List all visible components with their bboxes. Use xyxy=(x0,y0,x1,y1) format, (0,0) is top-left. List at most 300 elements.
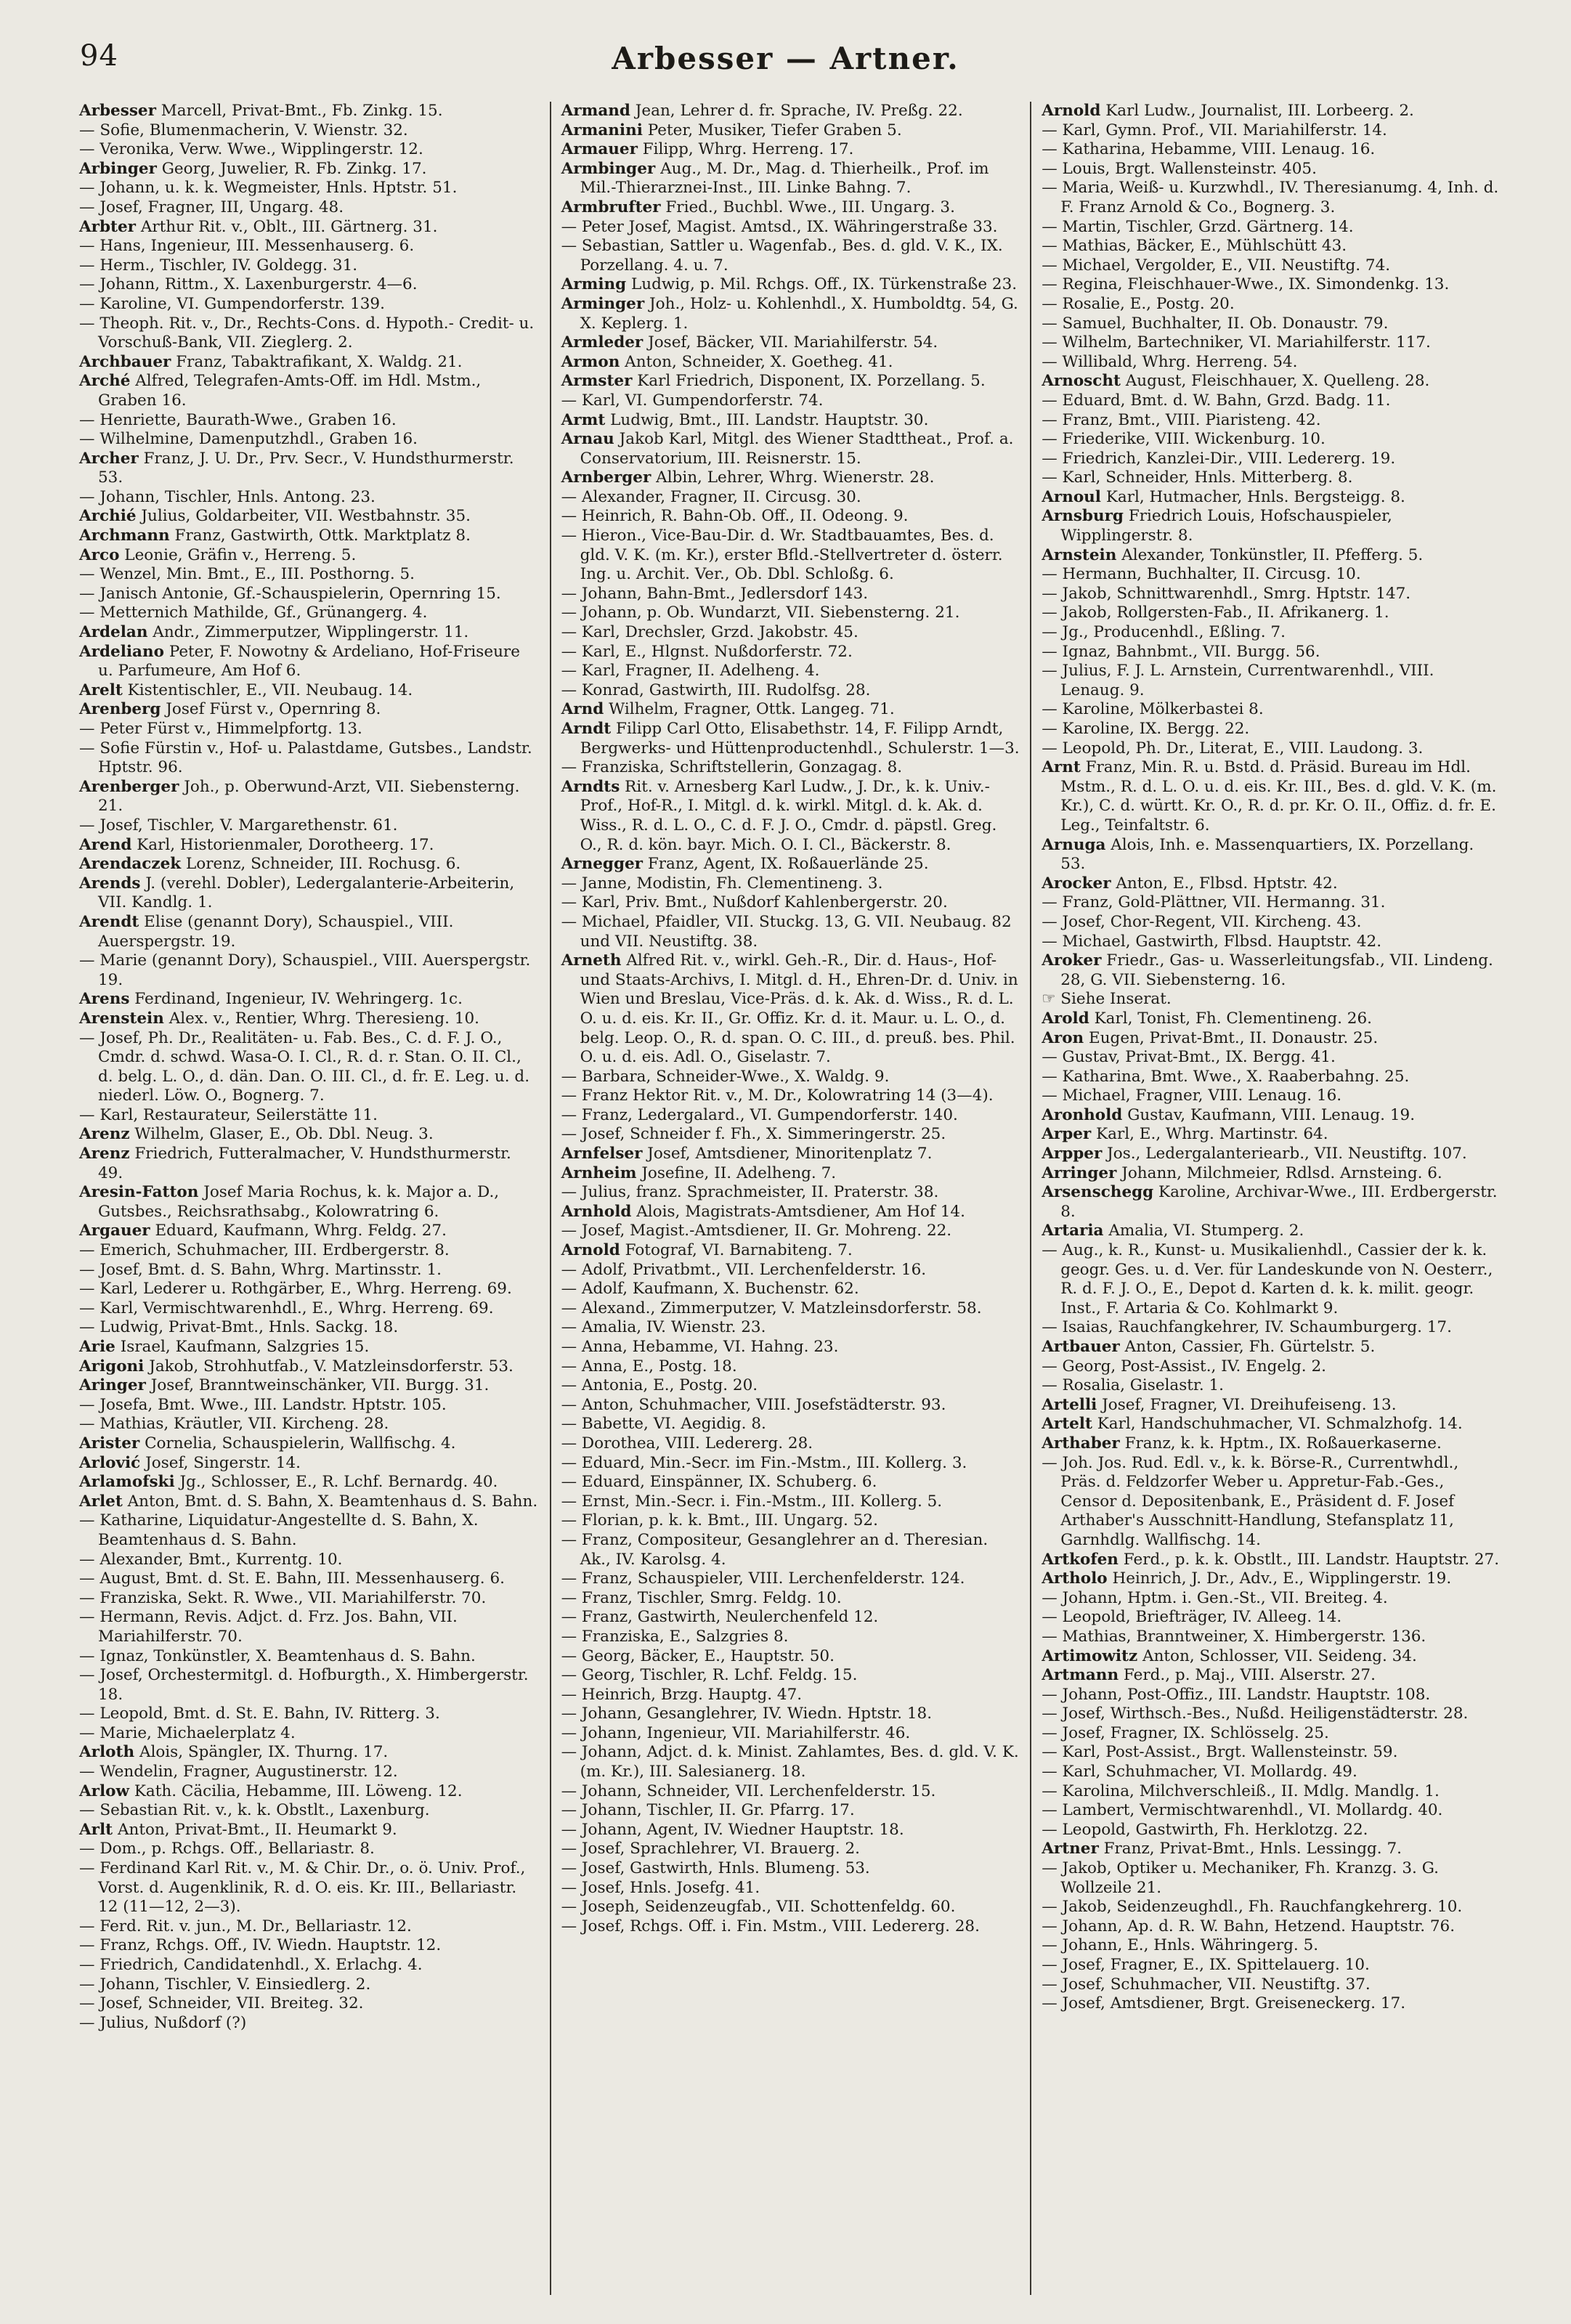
entry-surname: Arnsburg xyxy=(1042,507,1124,526)
entry-text: — Johann, E., Hnls. Währingerg. 5. xyxy=(1042,1936,1319,1955)
entry-text: Amalia, VI. Stumperg. 2. xyxy=(1108,1222,1304,1240)
directory-entry xyxy=(1042,913,1501,933)
entry-text: — Julius, F. J. L. Arnstein, Currentwarenhdl., VIII. Lenaug. 9. xyxy=(1042,662,1434,699)
entry-surname: Arsenschegg xyxy=(1042,1183,1154,1202)
directory-entry xyxy=(561,1917,1020,1937)
directory-entry xyxy=(561,160,1020,198)
directory-entry xyxy=(1042,1994,1501,2014)
entry-text: — Jg., Producenhdl., Eßling. 7. xyxy=(1042,623,1286,642)
directory-entry xyxy=(561,1164,1020,1184)
entry-text: — Franz, Gastwirth, Neulerchenfeld 12. xyxy=(561,1608,879,1627)
entry-surname: Arnstein xyxy=(1042,545,1117,564)
directory-entry xyxy=(561,121,1020,141)
entry-text: — Anna, E., Postg. 18. xyxy=(561,1357,737,1376)
directory-entry xyxy=(1042,546,1501,566)
directory-entry xyxy=(79,643,540,681)
directory-entry xyxy=(79,1106,540,1126)
directory-entry xyxy=(79,1956,540,1975)
directory-entry xyxy=(79,1183,540,1222)
entry-surname: Arnfelser xyxy=(561,1145,643,1163)
directory-entry xyxy=(79,256,540,276)
entry-text: — Karl, Vermischtwarenhdl., E., Whrg. Herreng. 69. xyxy=(79,1299,494,1317)
directory-entry xyxy=(1042,1009,1501,1029)
entry-text: Anton, Bmt. d. S. Bahn, X. Beamtenhaus d. S. Bahn. xyxy=(127,1492,538,1511)
directory-entry xyxy=(79,1859,540,1917)
directory-entry xyxy=(561,1879,1020,1898)
directory-entry xyxy=(79,951,540,990)
directory-entry xyxy=(1042,1569,1501,1589)
directory-entry xyxy=(79,2014,540,2033)
directory-entry xyxy=(79,1936,540,1956)
entry-surname: Ardeliano xyxy=(79,642,164,661)
directory-entry xyxy=(1042,1376,1501,1396)
entry-text: — Heinrich, R. Bahn-Ob. Off., II. Odeong. 9. xyxy=(561,507,909,526)
entry-text: Eduard, Kaufmann, Whrg. Feldg. 27. xyxy=(155,1222,447,1240)
entry-text: — Josef, Rchgs. Off. i. Fin. Mstm., VIII. Ledererg. 28. xyxy=(561,1917,980,1935)
entry-text: Joh., Holz- u. Kohlenhdl., X. Humboldtg. 54, G. X. Keplerg. 1. xyxy=(580,294,1018,333)
directory-entry xyxy=(1042,468,1501,488)
directory-entry xyxy=(1042,1318,1501,1338)
entry-text: — Eduard, Min.-Secr. im Fin.-Mstm., III. Kollerg. 3. xyxy=(561,1453,967,1472)
directory-entry xyxy=(561,758,1020,778)
directory-entry xyxy=(561,951,1020,1068)
entry-text: — Regina, Fleischhauer-Wwe., IX. Simondenkg. 13. xyxy=(1042,275,1450,294)
entry-surname: Arnheim xyxy=(561,1163,637,1182)
entry-text: Anton, Privat-Bmt., II. Heumarkt 9. xyxy=(117,1820,397,1839)
entry-text: — Friedrich, Candidatenhdl., X. Erlachg. 4. xyxy=(79,1956,423,1974)
entry-text: Josef, Amtsdiener, Minoritenplatz 7. xyxy=(647,1145,933,1163)
entry-text: — Johann, Post-Offiz., III. Landstr. Hauptstr. 108. xyxy=(1042,1685,1431,1704)
entry-text: — Veronika, Verw. Wwe., Wipplingerstr. 12. xyxy=(79,140,423,159)
entry-text: — Jakob, Seidenzeughdl., Fh. Rauchfangkehrerg. 10. xyxy=(1042,1898,1463,1917)
entry-text: Fried., Buchbl. Wwe., III. Ungarg. 3. xyxy=(665,198,955,216)
entry-text: — Henriette, Baurath-Wwe., Graben 16. xyxy=(79,410,397,429)
entry-text: — Karolina, Milchverschleiß., II. Mdlg. Mandlg. 1. xyxy=(1042,1781,1440,1800)
entry-text: — Marie, Michaelerplatz 4. xyxy=(79,1723,296,1742)
directory-entry xyxy=(1042,218,1501,237)
directory-entry xyxy=(1042,1338,1501,1357)
directory-entry xyxy=(79,1511,540,1550)
directory-entry xyxy=(561,1589,1020,1609)
directory-entry xyxy=(561,1666,1020,1686)
entry-text: Gustav, Kaufmann, VIII. Lenaug. 19. xyxy=(1127,1105,1416,1124)
directory-entry xyxy=(561,893,1020,913)
entry-surname: Artimowitz xyxy=(1042,1646,1138,1665)
entry-text: — Josef, Bmt. d. S. Bahn, Whrg. Martinsstr. 1. xyxy=(79,1260,442,1279)
entry-text: — Johann, Gesanglehrer, IV. Wiedn. Hptstr. 18. xyxy=(561,1705,933,1723)
directory-entry xyxy=(79,1280,540,1299)
entry-text: — Katharine, Liquidatur-Angestellte d. S. Bahn, X. Beamtenhaus d. S. Bahn. xyxy=(79,1511,479,1549)
entry-surname: Arringer xyxy=(1042,1163,1117,1182)
entry-text: — August, Bmt. d. St. E. Bahn, III. Messenhauserg. 6. xyxy=(79,1569,505,1588)
entry-text: Ferd., p. Maj., VIII. Alserstr. 27. xyxy=(1123,1666,1376,1685)
directory-entry xyxy=(561,1415,1020,1434)
directory-entry xyxy=(1042,1029,1501,1049)
entry-text: Jean, Lehrer d. fr. Sprache, IV. Preßg. 22. xyxy=(635,102,963,120)
entry-surname: Armauer xyxy=(561,140,638,159)
entry-surname: Arnuga xyxy=(1042,835,1106,854)
directory-entry xyxy=(1042,295,1501,314)
entry-surname: Armster xyxy=(561,372,633,391)
directory-entry xyxy=(79,1589,540,1609)
entry-surname: Archié xyxy=(79,507,137,526)
directory-entry xyxy=(561,353,1020,373)
entry-text: — Barbara, Schneider-Wwe., X. Waldg. 9. xyxy=(561,1067,890,1086)
entry-text: — Franz, Rchgs. Off., IV. Wiedn. Hauptstr. 12. xyxy=(79,1936,442,1955)
directory-entry xyxy=(561,140,1020,160)
entry-text: Alois, Inh. e. Massenquartiers, IX. Porzellang. 53. xyxy=(1060,835,1474,874)
entry-text: — Karl, Fragner, II. Adelheng. 4. xyxy=(561,662,820,680)
entry-text: — Joh. Jos. Rud. Edl. v., k. k. Börse-R., Currentwhdl., Präs. d. Feldzorfer Weber u. Appretur-Fab.-Ges., Censor d. Depositenbank, E., Präsident d. F. Josef Arthaber's Ausschnitt-Handlung, Stefansplatz 11, Garnhdlg. Wallfischg. 14. xyxy=(1042,1453,1459,1549)
entry-text: Franz, J. U. Dr., Prv. Secr., V. Hundsthurmerstr. 53. xyxy=(98,449,514,487)
entry-text: — Josef, Amtsdiener, Brgt. Greiseneckerg. 17. xyxy=(1042,1994,1406,2013)
entry-text: Alois, Magistrats-Amtsdiener, Am Hof 14. xyxy=(636,1202,965,1221)
entry-surname: Armon xyxy=(561,352,620,371)
directory-entry xyxy=(79,121,540,141)
directory-entry xyxy=(79,295,540,314)
entry-text: — Johann, Ingenieur, VII. Mariahilferstr. 46. xyxy=(561,1723,911,1742)
directory-entry xyxy=(1042,1608,1501,1628)
directory-entry xyxy=(79,1222,540,1241)
directory-entry xyxy=(561,662,1020,681)
entry-surname: Arens xyxy=(79,990,130,1009)
entry-surname: Arnoul xyxy=(1042,487,1101,506)
directory-entry xyxy=(561,1743,1020,1781)
entry-text: — Adolf, Privatbmt., VII. Lerchenfelderstr. 16. xyxy=(561,1260,927,1279)
entry-text: — Johann, u. k. k. Wegmeister, Hnls. Hptstr. 51. xyxy=(79,179,458,198)
directory-entry xyxy=(79,1396,540,1415)
directory-entry xyxy=(561,681,1020,701)
directory-entry xyxy=(1042,1743,1501,1763)
directory-entry xyxy=(1042,951,1501,990)
directory-entry xyxy=(79,565,540,585)
entry-text: Filipp, Whrg. Herreng. 17. xyxy=(642,140,854,159)
entry-surname: Arnberger xyxy=(561,468,651,487)
entry-text: — Karl, Post-Assist., Brgt. Wallensteinstr. 59. xyxy=(1042,1743,1398,1762)
directory-entry xyxy=(561,391,1020,411)
entry-text: — Karl, Schneider, Hnls. Mitterberg. 8. xyxy=(1042,468,1353,487)
directory-entry xyxy=(1042,874,1501,894)
directory-entry xyxy=(1042,758,1501,835)
directory-entry xyxy=(79,681,540,701)
entry-text: Franz, Gastwirth, Ottk. Marktplatz 8. xyxy=(174,527,471,545)
directory-entry xyxy=(79,1415,540,1434)
entry-text: — Georg, Tischler, R. Lchf. Feldg. 15. xyxy=(561,1666,858,1685)
directory-entry xyxy=(561,468,1020,488)
directory-entry xyxy=(1042,700,1501,720)
entry-text: Franz, Privat-Bmt., Hnls. Lessingg. 7. xyxy=(1103,1840,1402,1858)
directory-entry xyxy=(79,1608,540,1646)
entry-text: J. (verehl. Dobler), Ledergalanterie-Arbeiterin, VII. Kandlg. 1. xyxy=(98,874,515,912)
directory-entry xyxy=(1042,1647,1501,1667)
directory-entry xyxy=(561,372,1020,391)
directory-entry xyxy=(79,1647,540,1667)
directory-entry xyxy=(1042,1975,1501,1995)
entry-text: — Alexander, Bmt., Kurrentg. 10. xyxy=(79,1550,343,1569)
entry-text: — Eduard, Bmt. d. W. Bahn, Grzd. Badg. 11. xyxy=(1042,391,1391,410)
directory-entry xyxy=(561,1145,1020,1164)
directory-entry xyxy=(79,1357,540,1377)
directory-entry xyxy=(1042,739,1501,759)
entry-text: — Josef, Chor-Regent, VII. Kircheng. 43. xyxy=(1042,912,1362,931)
entry-text: — Wilhelm, Bartechniker, VI. Mariahilferstr. 117. xyxy=(1042,333,1431,352)
entry-text: Fotograf, VI. Barnabiteng. 7. xyxy=(625,1241,853,1260)
directory-entry xyxy=(79,488,540,508)
directory-entry xyxy=(561,198,1020,218)
entry-surname: Argauer xyxy=(79,1222,150,1240)
column-2 xyxy=(550,102,1031,2295)
entry-text: Franz, Agent, IX. Roßauerlände 25. xyxy=(647,855,929,874)
entry-text: — Johann, Bahn-Bmt., Jedlersdorf 143. xyxy=(561,584,869,603)
entry-text: — Aug., k. R., Kunst- u. Musikalienhdl., Cassier der k. k. geogr. Ges. u. d. Ver. für Landeskunde von N. Oesterr., R. d. F. J. O., E., Depot d. Karten d. k. k. milit. geogr. Inst., F. Artaria & Co. Kohlmarkt 9. xyxy=(1042,1241,1493,1317)
entry-text: — Louis, Brgt. Wallensteinstr. 405. xyxy=(1042,159,1317,178)
entry-text: — Michael, Pfaidler, VII. Stuckg. 13, G. VII. Neubaug. 82 und VII. Neustiftg. 38. xyxy=(561,912,1012,951)
directory-entry xyxy=(561,1261,1020,1280)
directory-entry xyxy=(561,623,1020,643)
entry-text: Georg, Juwelier, R. Fb. Zinkg. 17. xyxy=(161,159,427,178)
directory-entry xyxy=(1042,990,1501,1009)
directory-entry xyxy=(561,1724,1020,1744)
entry-text: — Metternich Mathilde, Gf., Grünangerg. 4. xyxy=(79,604,428,622)
directory-entry xyxy=(79,1376,540,1396)
entry-text: — Josef, Fragner, III, Ungarg. 48. xyxy=(79,198,344,216)
entry-surname: Armt xyxy=(561,410,606,429)
entry-text: Karoline, Archivar-Wwe., III. Erdbergerstr. 8. xyxy=(1060,1183,1498,1221)
directory-entry xyxy=(561,1569,1020,1589)
entry-surname: Armbrufter xyxy=(561,198,661,216)
entry-text: — Franziska, Schriftstellerin, Gonzagag. 8. xyxy=(561,758,903,777)
entry-text: — Martin, Tischler, Grzd. Gärtnerg. 14. xyxy=(1042,217,1354,236)
entry-surname: Arold xyxy=(1042,1009,1089,1028)
entry-text: — Heinrich, Brzg. Hauptg. 47. xyxy=(561,1685,803,1704)
entry-text: Marcell, Privat-Bmt., Fb. Zinkg. 15. xyxy=(161,102,443,120)
entry-text: — Emerich, Schuhmacher, III. Erdbergerstr. 8. xyxy=(79,1241,450,1260)
directory-entry xyxy=(79,450,540,488)
entry-text: — Ferd. Rit. v. jun., M. Dr., Bellariastr. 12. xyxy=(79,1917,412,1935)
entry-surname: Arister xyxy=(79,1434,140,1452)
directory-entry xyxy=(79,1743,540,1763)
directory-entry xyxy=(1042,1705,1501,1724)
directory-entry xyxy=(1042,488,1501,508)
directory-entry xyxy=(79,1299,540,1319)
entry-text: — Leopold, Gastwirth, Fh. Herklotzg. 22. xyxy=(1042,1820,1368,1839)
directory-entry xyxy=(561,1801,1020,1821)
entry-text: — Karoline, VI. Gumpendorferstr. 139. xyxy=(79,294,385,313)
entry-text: — Josef, Schneider, VII. Breiteg. 32. xyxy=(79,1994,364,2013)
directory-entry xyxy=(79,1917,540,1937)
directory-entry xyxy=(1042,1589,1501,1609)
entry-text: — Marie (genannt Dory), Schauspiel., VIII. Auerspergstr. 19. xyxy=(79,951,531,989)
entry-text: — Ludwig, Privat-Bmt., Hnls. Sackg. 18. xyxy=(79,1318,399,1337)
directory-entry xyxy=(561,1299,1020,1319)
entry-text: Julius, Goldarbeiter, VII. Westbahnstr. 35. xyxy=(141,507,471,526)
directory-entry xyxy=(1042,314,1501,334)
entry-text: — Johann, Agent, IV. Wiedner Hauptstr. 18. xyxy=(561,1820,904,1839)
entry-text: — Karl, Lederer u. Rothgärber, E., Whrg. Herreng. 69. xyxy=(79,1280,512,1299)
directory-entry xyxy=(1042,179,1501,217)
directory-entry xyxy=(561,218,1020,237)
entry-surname: Arnd xyxy=(561,700,604,719)
directory-entry xyxy=(561,1898,1020,1917)
entry-text: Eugen, Privat-Bmt., II. Donaustr. 25. xyxy=(1089,1028,1379,1047)
entry-text: — Sebastian Rit. v., k. k. Obstlt., Laxenburg. xyxy=(79,1801,430,1820)
directory-entry xyxy=(1042,1898,1501,1917)
entry-text: — Peter Josef, Magist. Amtsd., IX. Währingerstraße 33. xyxy=(561,217,998,236)
directory-entry xyxy=(79,372,540,410)
directory-entry xyxy=(1042,102,1501,121)
entry-text: — Friederike, VIII. Wickenburg. 10. xyxy=(1042,430,1326,449)
entry-text: — Joseph, Seidenzeugfab., VII. Schottenfeldg. 60. xyxy=(561,1898,956,1917)
directory-entry xyxy=(79,739,540,778)
entry-text: — Karl, Restaurateur, Seilerstätte 11. xyxy=(79,1105,378,1124)
directory-entry xyxy=(79,1724,540,1744)
directory-entry xyxy=(79,353,540,373)
directory-entry xyxy=(561,855,1020,874)
directory-entry xyxy=(1042,1048,1501,1068)
directory-entry xyxy=(1042,1396,1501,1415)
entry-surname: Arend xyxy=(79,835,132,854)
entry-text: — Florian, p. k. k. Bmt., III. Ungarg. 52. xyxy=(561,1511,878,1530)
directory-entry xyxy=(1042,1859,1501,1898)
entry-text: ☞ Siehe Inserat. xyxy=(1042,990,1172,1009)
directory-entry xyxy=(79,1125,540,1145)
directory-entry xyxy=(1042,430,1501,450)
entry-text: — Babette, VI. Aegidig. 8. xyxy=(561,1415,766,1434)
entry-text: Karl, Tonist, Fh. Clementineng. 26. xyxy=(1094,1009,1372,1028)
entry-surname: Artholo xyxy=(1042,1569,1108,1588)
directory-entry xyxy=(79,990,540,1009)
entry-text: — Josef, Schneider f. Fh., X. Simmeringerstr. 25. xyxy=(561,1125,946,1144)
directory-entry xyxy=(1042,1956,1501,1975)
directory-entry xyxy=(1042,121,1501,141)
entry-surname: Arbesser xyxy=(79,102,156,120)
entry-surname: Arnold xyxy=(1042,102,1101,120)
entry-surname: Arenstein xyxy=(79,1009,164,1028)
directory-entry xyxy=(561,1686,1020,1705)
directory-entry xyxy=(1042,1125,1501,1145)
directory-entry xyxy=(1042,585,1501,604)
directory-entry xyxy=(79,1473,540,1492)
directory-entry xyxy=(1042,507,1501,545)
entry-text: — Wilhelmine, Damenputzhdl., Graben 16. xyxy=(79,430,418,449)
directory-entry xyxy=(1042,1415,1501,1434)
entry-text: — Karl, Gymn. Prof., VII. Mariahilferstr. 14. xyxy=(1042,121,1387,139)
directory-entry xyxy=(1042,1145,1501,1164)
directory-entry xyxy=(1042,275,1501,295)
entry-text: Jakob Karl, Mitgl. des Wiener Stadttheat., Prof. a. Conservatorium, III. Reisnerstr. 15. xyxy=(580,430,1014,468)
directory-entry xyxy=(561,604,1020,623)
directory-entry xyxy=(561,1203,1020,1222)
directory-entry xyxy=(561,874,1020,894)
entry-surname: Arché xyxy=(79,372,131,391)
entry-text: — Mathias, Kräutler, VII. Kircheng. 28. xyxy=(79,1415,389,1434)
entry-text: Alfred, Telegrafen-Amts-Off. im Hdl. Mstm., Graben 16. xyxy=(98,372,482,410)
entry-surname: Arenz xyxy=(79,1145,130,1163)
entry-text: Cornelia, Schauspielerin, Wallfischg. 4. xyxy=(145,1434,456,1452)
entry-surname: Arnoscht xyxy=(1042,372,1121,391)
directory-entry xyxy=(1042,140,1501,160)
directory-entry xyxy=(1042,1551,1501,1570)
entry-text: — Franziska, Sekt. R. Wwe., VII. Mariahilferstr. 70. xyxy=(79,1588,487,1607)
entry-text: — Josef, Ph. Dr., Realitäten- u. Fab. Bes., C. d. F. J. O., Cmdr. d. schwd. Wasa-O. I. Cl., R. d. r. Stan. O. II. Cl., d. belg. L. O., d. dän. Dan. O. III. Cl., d. fr. E. Leg. u. d. niederl. Löw. O., Bognerg. 7. xyxy=(79,1028,530,1105)
directory-entry xyxy=(79,1318,540,1338)
directory-entry xyxy=(561,411,1020,431)
directory-entry xyxy=(561,295,1020,333)
entry-surname: Armand xyxy=(561,102,630,120)
entry-text: Ludwig, Bmt., III. Landstr. Hauptstr. 30. xyxy=(610,410,929,429)
directory-entry xyxy=(79,1145,540,1183)
directory-entry xyxy=(1042,237,1501,256)
entry-text: Ferd., p. k. k. Obstlt., III. Landstr. Hauptstr. 27. xyxy=(1123,1550,1500,1569)
directory-entry xyxy=(561,1531,1020,1569)
entry-surname: Arlet xyxy=(79,1492,123,1511)
entry-text: — Eduard, Einspänner, IX. Schuberg. 6. xyxy=(561,1473,877,1492)
directory-entry xyxy=(1042,1801,1501,1821)
entry-text: — Ignaz, Tonkünstler, X. Beamtenhaus d. S. Bahn. xyxy=(79,1646,476,1665)
entry-surname: Arnegger xyxy=(561,855,643,874)
directory-entry xyxy=(79,720,540,739)
entry-text: — Leopold, Briefträger, IV. Alleeg. 14. xyxy=(1042,1608,1342,1627)
entry-surname: Arlović xyxy=(79,1453,141,1472)
directory-entry xyxy=(79,585,540,604)
entry-text: Anton, Cassier, Fh. Gürtelstr. 5. xyxy=(1124,1338,1376,1356)
entry-text: — Josef, Fragner, E., IX. Spittelauerg. 10. xyxy=(1042,1956,1370,1974)
entry-text: Franz, Min. R. u. Bstd. d. Präsid. Bureau im Hdl. Mstm., R. d. L. O. u. d. eis. Kr. III., Bes. d. gld. V. K. (m. Kr.), C. d. württ. Kr. O., R. d. pr. Kr. O. II., Offiz. d. fr. E. Leg., Teinfaltstr. 6. xyxy=(1060,758,1497,834)
directory-entry xyxy=(79,160,540,179)
directory-entry xyxy=(1042,333,1501,353)
directory-entry xyxy=(79,1840,540,1859)
directory-entry xyxy=(561,1821,1020,1840)
entry-text: — Katharina, Hebamme, VIII. Lenaug. 16. xyxy=(1042,140,1376,159)
entry-text: Anton, Schlosser, VII. Seideng. 34. xyxy=(1142,1646,1417,1665)
entry-text: — Gustav, Privat-Bmt., IX. Bergg. 41. xyxy=(1042,1048,1336,1067)
directory-entry xyxy=(79,1454,540,1474)
entry-text: — Samuel, Buchhalter, II. Ob. Donaustr. 79. xyxy=(1042,314,1389,333)
directory-entry xyxy=(561,1396,1020,1415)
entry-surname: Arenberger xyxy=(79,777,179,796)
directory-entry xyxy=(561,1222,1020,1241)
entry-text: — Dom., p. Rchgs. Off., Bellariastr. 8. xyxy=(79,1840,375,1858)
entry-text: — Sebastian, Sattler u. Wagenfab., Bes. d. gld. V. K., IX. Porzellang. 4. u. 7. xyxy=(561,237,1003,275)
directory-entry xyxy=(561,1086,1020,1106)
directory-entry xyxy=(1042,1628,1501,1647)
entry-text: Johann, Milchmeier, Rdlsd. Arnsteing. 6. xyxy=(1121,1163,1442,1182)
entry-surname: Artkofen xyxy=(1042,1550,1119,1569)
entry-surname: Archer xyxy=(79,449,139,468)
entry-text: — Ignaz, Bahnbmt., VII. Burgg. 56. xyxy=(1042,642,1320,661)
entry-surname: Arie xyxy=(79,1338,115,1356)
entry-text: Filipp Carl Otto, Elisabethstr. 14, F. Filipp Arndt, Bergwerks- und Hüttenproductenhdl., Schulerstr. 1—3. xyxy=(580,720,1020,757)
entry-text: — Johann, Ap. d. R. W. Bahn, Hetzend. Hauptstr. 76. xyxy=(1042,1917,1456,1935)
entry-surname: Arthaber xyxy=(1042,1434,1120,1452)
entry-text: — Willibald, Whrg. Herreng. 54. xyxy=(1042,352,1298,371)
directory-entry xyxy=(79,1434,540,1454)
directory-entry xyxy=(79,1551,540,1570)
entry-surname: Arper xyxy=(1042,1125,1092,1144)
entry-text: August, Fleischhauer, X. Quelleng. 28. xyxy=(1125,372,1430,391)
directory-entry xyxy=(561,507,1020,527)
directory-entry xyxy=(561,333,1020,353)
entry-text: — Michael, Fragner, VIII. Lenaug. 16. xyxy=(1042,1086,1342,1105)
directory-entry xyxy=(561,1318,1020,1338)
entry-text: Heinrich, J. Dr., Adv., E., Wipplingerstr. 19. xyxy=(1112,1569,1452,1588)
entry-surname: Aroker xyxy=(1042,951,1102,970)
directory-entry xyxy=(561,1647,1020,1667)
entry-text: — Wendelin, Fragner, Augustinerstr. 12. xyxy=(79,1763,398,1781)
directory-entry xyxy=(79,275,540,295)
entry-text: Alfred Rit. v., wirkl. Geh.-R., Dir. d. Haus-, Hof- und Staats-Archivs, I. Mitgl. d. H., Ehren-Dr. d. Univ. in Wien und Breslau, Vice-Präs. d. k. Ak. d. Wiss., R. d. L. O. u. d. eis. Kr. II., Gr. Offiz. Kr. d. it. Maur. u. L. O., d. belg. Leop. O., R. d. span. O. C. III., d. preuß. bes. Phil. O. u. d. eis. Adl. O., Giselastr. 7. xyxy=(580,951,1018,1067)
directory-entry xyxy=(561,720,1020,758)
